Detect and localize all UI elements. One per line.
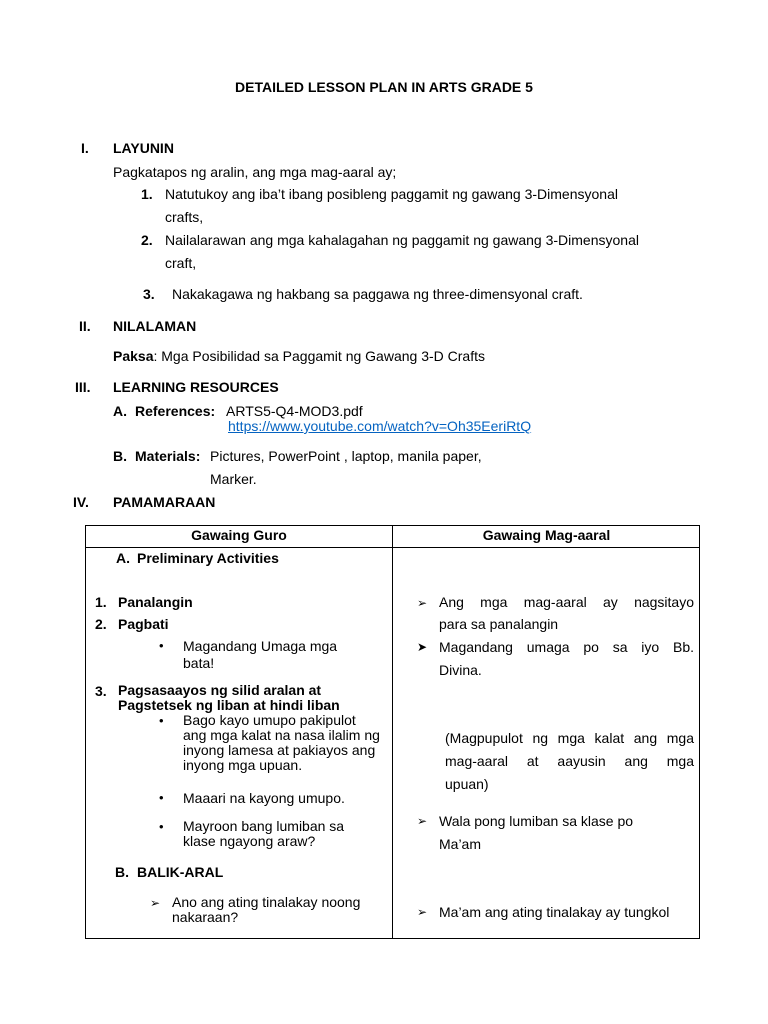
instruction-bullet-1: Bago kayo umupo pakipulot ang mga kalat na nasa ilalim ng inyong lamesa at pakiayos ang inyong mga upuan. xyxy=(183,712,380,773)
greeting-bullet: Magandang Umaga mga bata! xyxy=(183,638,338,671)
paksa-line xyxy=(113,348,485,365)
response-1-line1: Ang mga mag-aaral ay nagsitayo xyxy=(439,594,694,610)
section-heading-nilalaman: NILALAMAN xyxy=(113,318,197,334)
item-number-2: 2. xyxy=(95,616,107,632)
arrow-bullet-icon: ➢ xyxy=(417,905,428,919)
section-intro: Pagkatapos ng aralin, ang mga mag-aaral ay; xyxy=(113,164,397,180)
paksa-text: : Mga Posibilidad sa Paggamit ng Gawang 3-D Crafts xyxy=(153,348,485,364)
arrow-bullet-icon: ➤ xyxy=(417,640,428,654)
references-label: References: xyxy=(135,403,216,419)
table-header-gawaing-mag-aaral: Gawaing Mag-aaral xyxy=(482,527,611,543)
section-number-2: II. xyxy=(79,318,91,334)
balik-aral-letter: B. xyxy=(115,864,129,880)
youtube-link[interactable]: https://www.youtube.com/watch?v=Oh35EeriRtQ xyxy=(228,418,532,434)
bullet-icon: • xyxy=(159,790,164,805)
section-number-4: IV. xyxy=(73,494,89,510)
document-title: DETAILED LESSON PLAN IN ARTS GRADE 5 xyxy=(235,79,533,95)
table-header-divider xyxy=(86,547,699,548)
objective-number-3: 3. xyxy=(143,286,155,302)
response-2-line2: Divina. xyxy=(439,662,482,678)
response-4-line1: Wala pong lumiban sa klase po xyxy=(439,813,634,829)
materials-text: Pictures, PowerPoint , laptop, manila paper, xyxy=(210,448,482,464)
item-number-1: 1. xyxy=(95,594,107,610)
materials-label: Materials: xyxy=(135,448,201,464)
balik-aral-question: Ano ang ating tinalakay noong nakaraan? xyxy=(172,894,361,925)
objective-1-line1: Natutukoy ang iba’t ibang posibleng paggamit ng gawang 3-Dimensyonal xyxy=(165,186,618,202)
section-number-3: III. xyxy=(75,379,91,395)
bullet-icon: • xyxy=(159,713,164,728)
response-2-line1: Magandang umaga po sa iyo Bb. xyxy=(439,639,694,655)
preliminary-activities-heading: Preliminary Activities xyxy=(137,550,279,566)
objective-2-line2: craft, xyxy=(165,255,197,271)
response-5-line1: Ma’am ang ating tinalakay ay tungkol xyxy=(439,904,670,920)
objective-3-line1: Nakakagawa ng hakbang sa paggawa ng three-dimensyonal craft. xyxy=(172,286,583,302)
procedure-table xyxy=(85,525,700,939)
objective-number-1: 1. xyxy=(141,186,153,202)
references-file: ARTS5-Q4-MOD3.pdf xyxy=(226,403,363,419)
item-panalangin: Panalangin xyxy=(118,594,193,610)
response-4-line2: Ma’am xyxy=(439,836,482,852)
arrow-bullet-icon: ➢ xyxy=(417,596,428,610)
section-heading-pamamaraan: PAMAMARAAN xyxy=(113,494,216,510)
references-letter: A. xyxy=(113,403,127,419)
objective-2-line1: Nailalarawan ang mga kahalagahan ng paggamit ng gawang 3-Dimensyonal xyxy=(165,232,639,248)
section-number-1: I. xyxy=(81,140,89,156)
objective-number-2: 2. xyxy=(141,232,153,248)
item-pagsasaayos: Pagsasaayos ng silid aralan at Pagstetsek ng liban at hindi liban xyxy=(118,682,340,713)
bullet-icon: • xyxy=(159,819,164,834)
response-3-line1: (Magpupulot ng mga kalat ang mga xyxy=(445,730,694,746)
section-heading-layunin: LAYUNIN xyxy=(113,140,174,156)
section-heading-learning-resources: LEARNING RESOURCES xyxy=(113,379,279,395)
table-header-gawaing-guro: Gawaing Guro xyxy=(191,527,287,543)
arrow-bullet-icon: ➢ xyxy=(417,814,428,828)
materials-text-line2: Marker. xyxy=(210,471,257,487)
preliminary-letter: A. xyxy=(116,550,130,566)
instruction-bullet-3: Mayroon bang lumiban sa klase ngayong araw? xyxy=(183,818,345,849)
paksa-label: Paksa xyxy=(113,348,154,364)
item-pagbati: Pagbati xyxy=(118,616,169,632)
arrow-bullet-icon: ➢ xyxy=(150,896,161,910)
response-3-line3: upuan) xyxy=(445,776,489,792)
balik-aral-heading: BALIK-ARAL xyxy=(137,864,224,880)
bullet-icon: • xyxy=(159,638,164,653)
response-3-line2: mag-aaral at aayusin ang mga xyxy=(445,753,694,769)
table-column-divider xyxy=(392,526,393,938)
item-number-3: 3. xyxy=(95,683,107,699)
materials-letter: B. xyxy=(113,448,127,464)
instruction-bullet-2: Maaari na kayong umupo. xyxy=(183,790,345,806)
response-1-line2: para sa panalangin xyxy=(439,616,559,632)
objective-1-line2: crafts, xyxy=(165,209,204,225)
